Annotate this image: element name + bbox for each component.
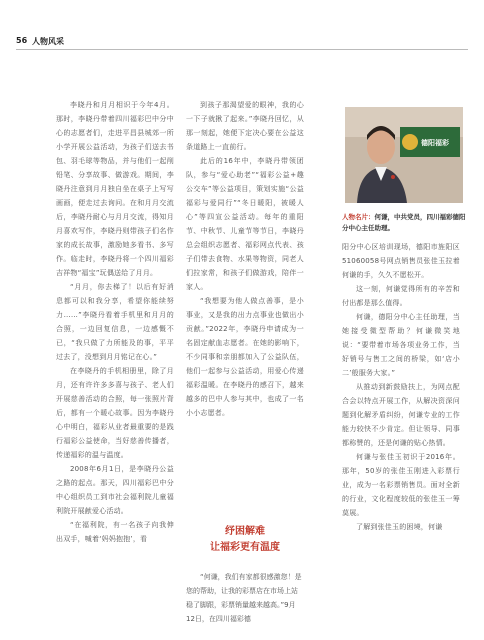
paragraph: 这一刻，何谦觉得所有的辛苦和付出都是那么值得。 [342, 285, 460, 307]
paragraph: “何谦，我们有家都很感激您！是您的帮助，让我的彩票店在市场上站稳了脚跟，彩票销量越来越高。”9月12日，在四川福彩德 [186, 573, 302, 623]
paragraph: 何谦与张佳玉初识于2016年。那年，50岁的张佳玉刚进入彩票行业，成为一名彩票销售员。面对全新的行业，文化程度较低的张佳玉一筹莫展。 [342, 453, 460, 517]
photo-badge-text: 德阳福彩 [421, 139, 449, 147]
paragraph: 到孩子那渴望爱的眼神，我的心一下子就揪了起来。”李晓丹回忆，从那一刻起，她便下定决心要在公益这条道路上一直前行。 [186, 101, 304, 151]
section-subhead [186, 524, 304, 556]
article-column-2 [186, 98, 304, 420]
caption-text: 何谦，中共党员，四川福彩德阳分中心主任助理。 [342, 213, 466, 232]
subhead-line-1: 纾困解难 [225, 526, 265, 537]
section-title: 人物风采 [32, 37, 64, 46]
paragraph: 2008年6月1日，是李晓丹公益之路的起点。那天，四川福彩巴中分中心组织员工到市社会福利院儿童福利院开展献爱心活动。 [56, 465, 174, 515]
article-column-1 [56, 98, 174, 546]
paragraph: 在李晓丹的手机相册里，除了月月，还有许许多多喜与孩子、老人们开展慈善活动的合照，每一张照片背后，都有一个暖心故事。因为李晓丹心中明白，福彩从业者最重要的是践行福彩公益使命，当好慈善传播者，传递福彩的温与温度。 [56, 367, 174, 459]
header-rule [16, 49, 468, 50]
caption-label: 人物名片： [342, 213, 375, 221]
article-column-3 [342, 240, 460, 534]
page-number: 56 [16, 36, 28, 45]
paragraph: 何谦，德阳分中心主任助理，当她接受微型帮助？何谦微笑地说：“要带着市场各项业务工作，当好销号与售工之间的桥梁，如‘店小二’般服务大家。” [342, 313, 460, 377]
paragraph: 李晓丹和月月相识于今年4月。那时，李晓丹带着四川福彩巴中分中心的志愿者们，走进平昌县城郊一所小学开展公益活动，为孩子们送去书包、羽毛球等物品，并与他们一起削铅笔、分享故事、做游戏。期间，李晓丹注意到月月独自坐在桌子上写写画画，便走过去询问。在和月月交流后，李晓丹耐心与月月交流，得知月月喜欢写作，李晓丹则带孩子们名作家的成长故事，激励她多看书、多写作。临走时，李晓丹将一个四川福彩吉祥物“福宝”玩偶送给了月月。 [56, 101, 174, 277]
page-header [16, 36, 484, 52]
subhead-line-2: 让福彩更有温度 [210, 542, 280, 553]
portrait-illustration [345, 107, 463, 203]
paragraph: 从推动到新鼓励扶上，为网点配合会以特点开展工作，从解决资深问题到化解矛盾纠纷，何谦专业的工作能力较快不少肯定。但让领导、同事都称赞的，还是何谦的贴心热情。 [342, 383, 460, 447]
paragraph: “月月，你去梯了！以后有好消息都可以和我分享，希望你能续努力……”李晓丹看着手机里和月月的合照，一边回复信息，一边感慨不已，“我只做了力所能及的事，平平过去了，没想到月月铭记在心。” [56, 283, 174, 361]
paragraph: 阳分中心区培训现场，德阳市旌阳区51060058号网点销售员张佳玉拉着何谦的手，久久不愿松开。 [342, 243, 460, 279]
portrait-photo [345, 107, 463, 203]
paragraph: “在福利院，有一名孩子向我伸出双手，喊着‘妈妈抱抱’，看 [56, 521, 174, 543]
paragraph: 此后的16年中，李晓丹带领团队，参与“爱心助老”“福彩公益+趣公交车”等公益项目，策划实施“公益福彩与爱同行”“冬日暖阳，被暖人心”等四宣公益活动。每年的重阳节、中秋节、儿童节等节日，李晓丹总会组织志愿者、福彩网点代表、孩子们带去食物、水果等物资，同老人们拉家常，和孩子们做游戏，陪伴一家人。 [186, 157, 304, 291]
paragraph: “我想要为他人做点善事，是小事业，又是我的出力点事业也做出小贡献。”2022年，李晓丹申请成为一名固定献血志愿者。在她的影响下，不少同事和亲朋都加入了公益队伍，他们一起参与公益活动，用爱心传递福彩温暖。在李晓丹的感召下，越来越多的巴中人参与其中，也成了一名小小志愿者。 [186, 297, 304, 417]
profile-caption [342, 212, 466, 234]
paragraph: 了解到张佳玉的困境，何谦 [356, 523, 443, 531]
article-column-2-bottom [186, 570, 304, 626]
